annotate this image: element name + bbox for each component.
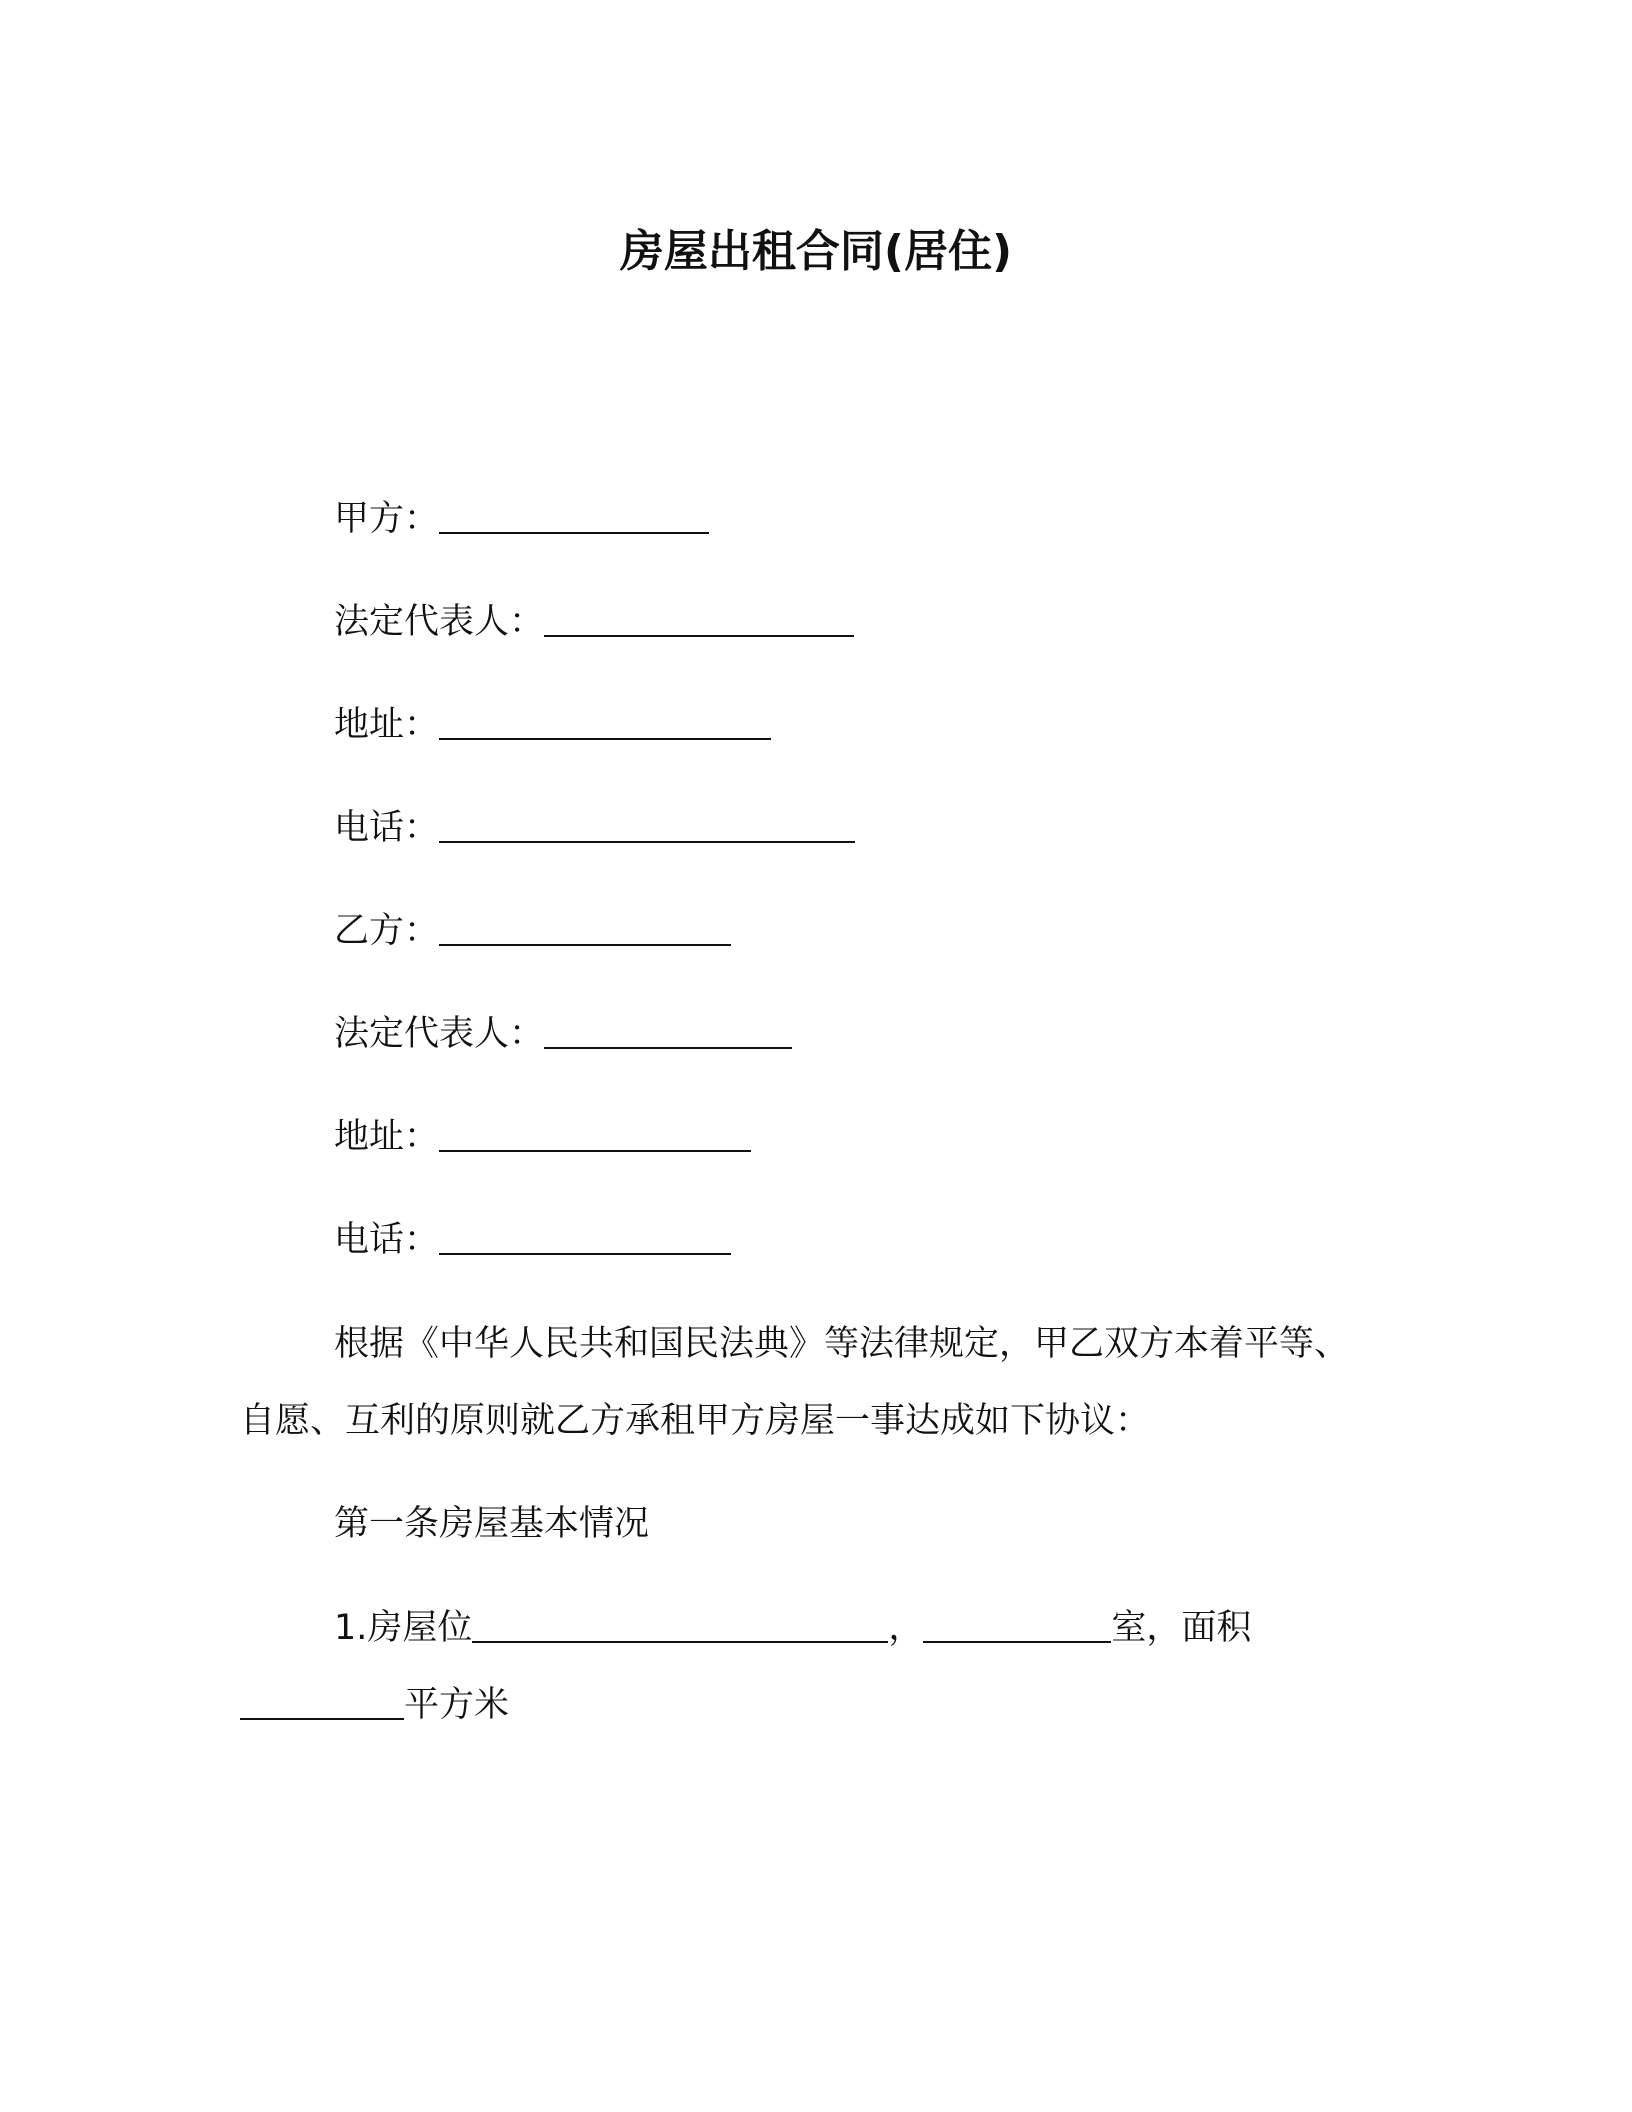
item-1-line (334, 1603, 1251, 1653)
item-1-area-unit: 平方米 (404, 1685, 510, 1725)
party-b-rep-label: 法定代表人： (334, 1014, 545, 1054)
item-1-location-blank (472, 1607, 888, 1643)
document-title: 房屋出租合同(居住) (619, 226, 1013, 277)
party-b-address-label: 地址： (334, 1117, 440, 1157)
article-1-heading: 第一条房屋基本情况 (334, 1504, 650, 1544)
party-a-phone-blank (439, 807, 855, 843)
item-1-area-line (240, 1680, 509, 1730)
party-a-phone-label: 电话： (334, 808, 440, 848)
party-a-name-label: 甲方： (334, 499, 440, 539)
party-b-address-line (334, 1112, 751, 1162)
item-1-room-suffix: 室，面积 (1111, 1608, 1252, 1648)
party-a-rep-label: 法定代表人： (334, 602, 545, 642)
party-b-phone-line (334, 1215, 731, 1265)
party-b-address-blank (439, 1116, 751, 1152)
party-b-phone-label: 电话： (334, 1220, 440, 1260)
party-a-name-blank (439, 498, 709, 534)
party-a-phone-line (334, 803, 855, 853)
item-1-comma: ， (888, 1608, 924, 1648)
preamble-line-2: 自愿、互利的原则就乙方承租甲方房屋一事达成如下协议： (240, 1401, 1151, 1441)
item-1-area-blank (240, 1684, 404, 1720)
party-a-rep-line (334, 597, 854, 647)
party-b-rep-line (334, 1009, 792, 1059)
party-b-phone-blank (439, 1219, 731, 1255)
party-a-address-label: 地址： (334, 705, 440, 745)
party-a-address-line (334, 700, 771, 750)
party-a-address-blank (439, 704, 771, 740)
party-b-name-blank (439, 910, 731, 946)
item-1-prefix: 1.房屋位 (334, 1608, 473, 1648)
preamble-line-1: 根据《中华人民共和国民法典》等法律规定，甲乙双方本着平等、 (334, 1324, 1350, 1364)
party-b-name-label: 乙方： (334, 911, 440, 951)
party-a-name-line (334, 494, 709, 544)
party-b-name-line (334, 906, 731, 956)
party-b-rep-blank (544, 1013, 792, 1049)
party-a-rep-blank (544, 601, 854, 637)
item-1-room-blank (923, 1607, 1111, 1643)
